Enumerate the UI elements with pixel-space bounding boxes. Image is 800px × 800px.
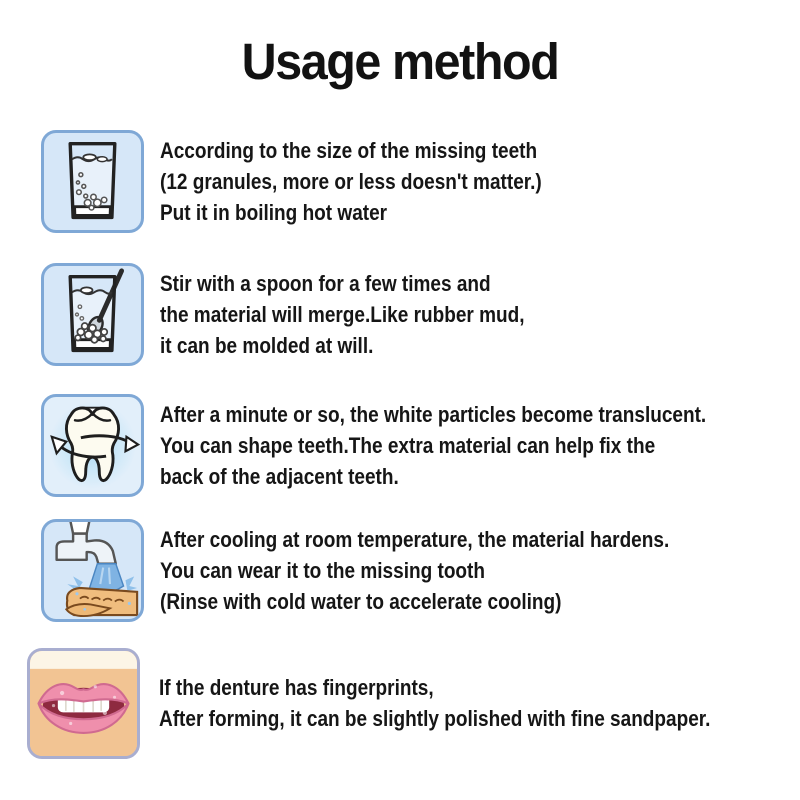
- step-text-line: Stir with a spoon for a few times and: [160, 271, 491, 296]
- step-text-line: back of the adjacent teeth.: [160, 463, 399, 489]
- step-text-line: After cooling at room temperature, the material hardens.: [160, 526, 670, 552]
- step-text-line: (Rinse with cold water to accelerate cooling): [160, 588, 562, 614]
- step-1-text: [160, 135, 542, 228]
- step-4-text: [160, 524, 669, 617]
- step-2: [0, 262, 800, 367]
- step-text-line: the material will merge.Like rubber mud,: [160, 302, 525, 327]
- step-5: [0, 647, 800, 759]
- glass-with-spoon-icon: [41, 263, 144, 366]
- step-text-line: You can wear it to the missing tooth: [160, 557, 485, 583]
- step-text-line: it can be molded at will.: [160, 333, 374, 358]
- step-text-line: You can shape teeth.The extra material can help fix the: [160, 432, 656, 458]
- step-text-line: (12 granules, more or less doesn't matter.): [160, 168, 542, 194]
- faucet-rinse-hands-icon: [41, 519, 144, 622]
- glass-of-water-icon: [41, 130, 144, 233]
- step-text-line: After a minute or so, the white particles become translucent.: [160, 401, 707, 427]
- step-2-text: [160, 268, 525, 361]
- step-text-line: If the denture has fingerprints,: [159, 675, 434, 700]
- smiling-mouth-icon: [27, 648, 140, 759]
- tooth-rotation-icon: [41, 394, 144, 497]
- step-5-text: [159, 672, 710, 734]
- step-3-text: [160, 399, 706, 492]
- step-text-line: After forming, it can be slightly polished with fine sandpaper.: [159, 706, 711, 731]
- step-text-line: Put it in boiling hot water: [160, 199, 388, 225]
- page-title: Usage method: [241, 33, 559, 90]
- step-1: [0, 129, 800, 233]
- step-text-line: According to the size of the missing teeth: [160, 137, 538, 163]
- step-3: [0, 392, 800, 498]
- step-4: [0, 517, 800, 623]
